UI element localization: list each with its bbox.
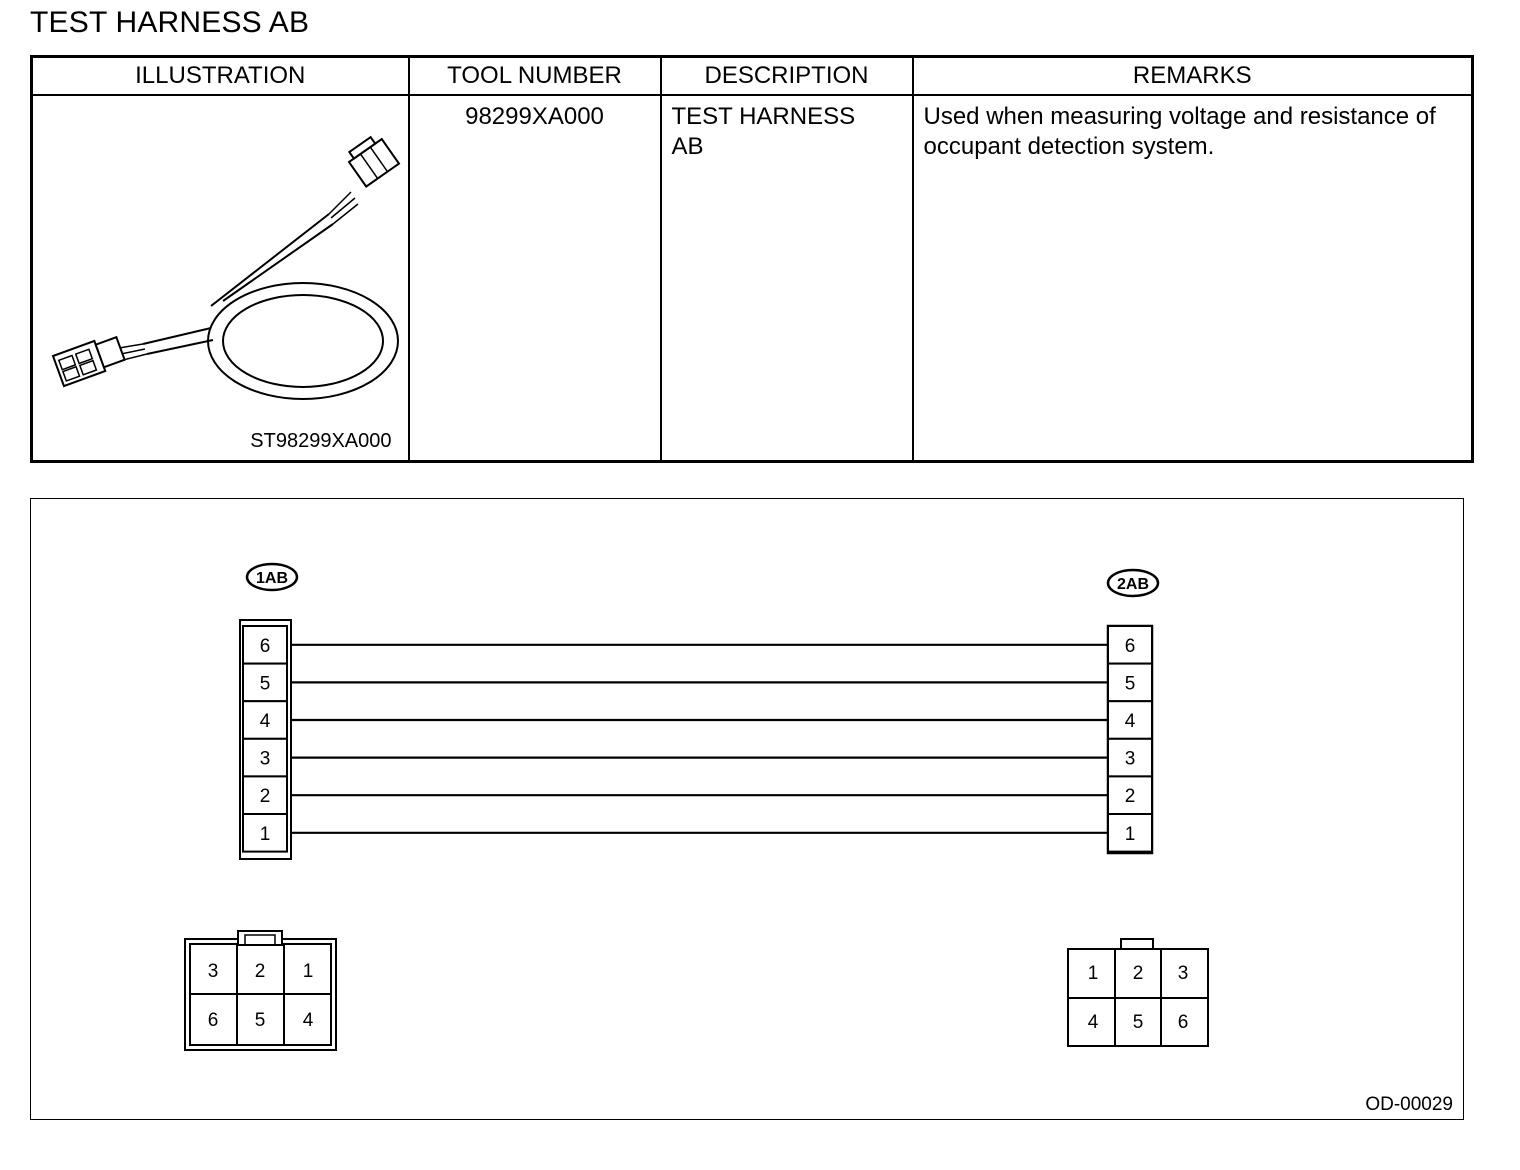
connector-face-right-pin: 5 <box>1132 1012 1144 1033</box>
connector-left-pin-number: 3 <box>259 748 271 770</box>
connector-right-pin-number: 4 <box>1124 711 1136 732</box>
remarks-line-1: Used when measuring voltage and resistance of <box>923 103 1436 130</box>
connector-right-pin-number: 1 <box>1124 823 1136 845</box>
connector-right-label: 2AB <box>1116 576 1150 593</box>
connector-left-label: 1AB <box>255 570 289 587</box>
connector-left-pin-number: 5 <box>259 673 271 695</box>
page-title: TEST HARNESS AB <box>30 6 310 39</box>
figure-code: OD-00029 <box>1365 1094 1453 1115</box>
header-description: DESCRIPTION <box>661 57 913 96</box>
connector-face-right-pin: 4 <box>1087 1012 1099 1033</box>
connector-left-pin-number: 1 <box>259 823 271 845</box>
header-remarks: REMARKS <box>913 57 1473 96</box>
connector-face-left-pin: 4 <box>302 1010 314 1031</box>
connector-face-left-pin: 6 <box>207 1010 219 1031</box>
connector-face-right-pin: 3 <box>1177 963 1189 984</box>
header-illustration: ILLUSTRATION <box>32 57 409 96</box>
illustration-caption: ST98299XA000 <box>250 430 392 452</box>
remarks-line-2: occupant detection system. <box>923 133 1215 160</box>
connector-face-right-pin: 1 <box>1087 963 1099 984</box>
connector-left-pin-number: 2 <box>259 786 271 808</box>
remarks-cell <box>913 95 1473 462</box>
connector-face-right-pin: 6 <box>1177 1012 1189 1033</box>
connector-face-right-pin: 2 <box>1132 963 1144 984</box>
table-row <box>32 95 1473 462</box>
header-tool-number: TOOL NUMBER <box>409 57 661 96</box>
connector-left-pin-number: 4 <box>259 711 271 732</box>
description-line-1: TEST HARNESS <box>671 103 856 130</box>
connector-face-left-pin: 5 <box>254 1010 266 1031</box>
connector-face-left-pin: 2 <box>254 961 266 982</box>
connector-face-left-pin: 1 <box>302 961 314 982</box>
connector-face-left <box>185 931 336 1050</box>
wiring-diagram <box>30 498 1464 1120</box>
wiring-diagram-svg <box>31 499 1463 1119</box>
connector-right-pin-number: 5 <box>1124 673 1136 695</box>
connector-right-pin-number: 6 <box>1124 635 1136 657</box>
illustration-cell <box>32 95 409 462</box>
description-line-2: AB <box>671 133 704 160</box>
connector-right-pin-number: 3 <box>1124 748 1136 770</box>
tool-table <box>30 55 1474 463</box>
table-header-row <box>32 57 1473 96</box>
connector-face-left-pin: 3 <box>207 961 219 982</box>
harness-illustration <box>33 96 409 462</box>
description-cell <box>661 95 913 462</box>
connector-left-pin-number: 6 <box>259 635 271 657</box>
tool-number-cell: 98299XA000 <box>409 95 661 462</box>
connector-right-pin-number: 2 <box>1124 786 1136 808</box>
